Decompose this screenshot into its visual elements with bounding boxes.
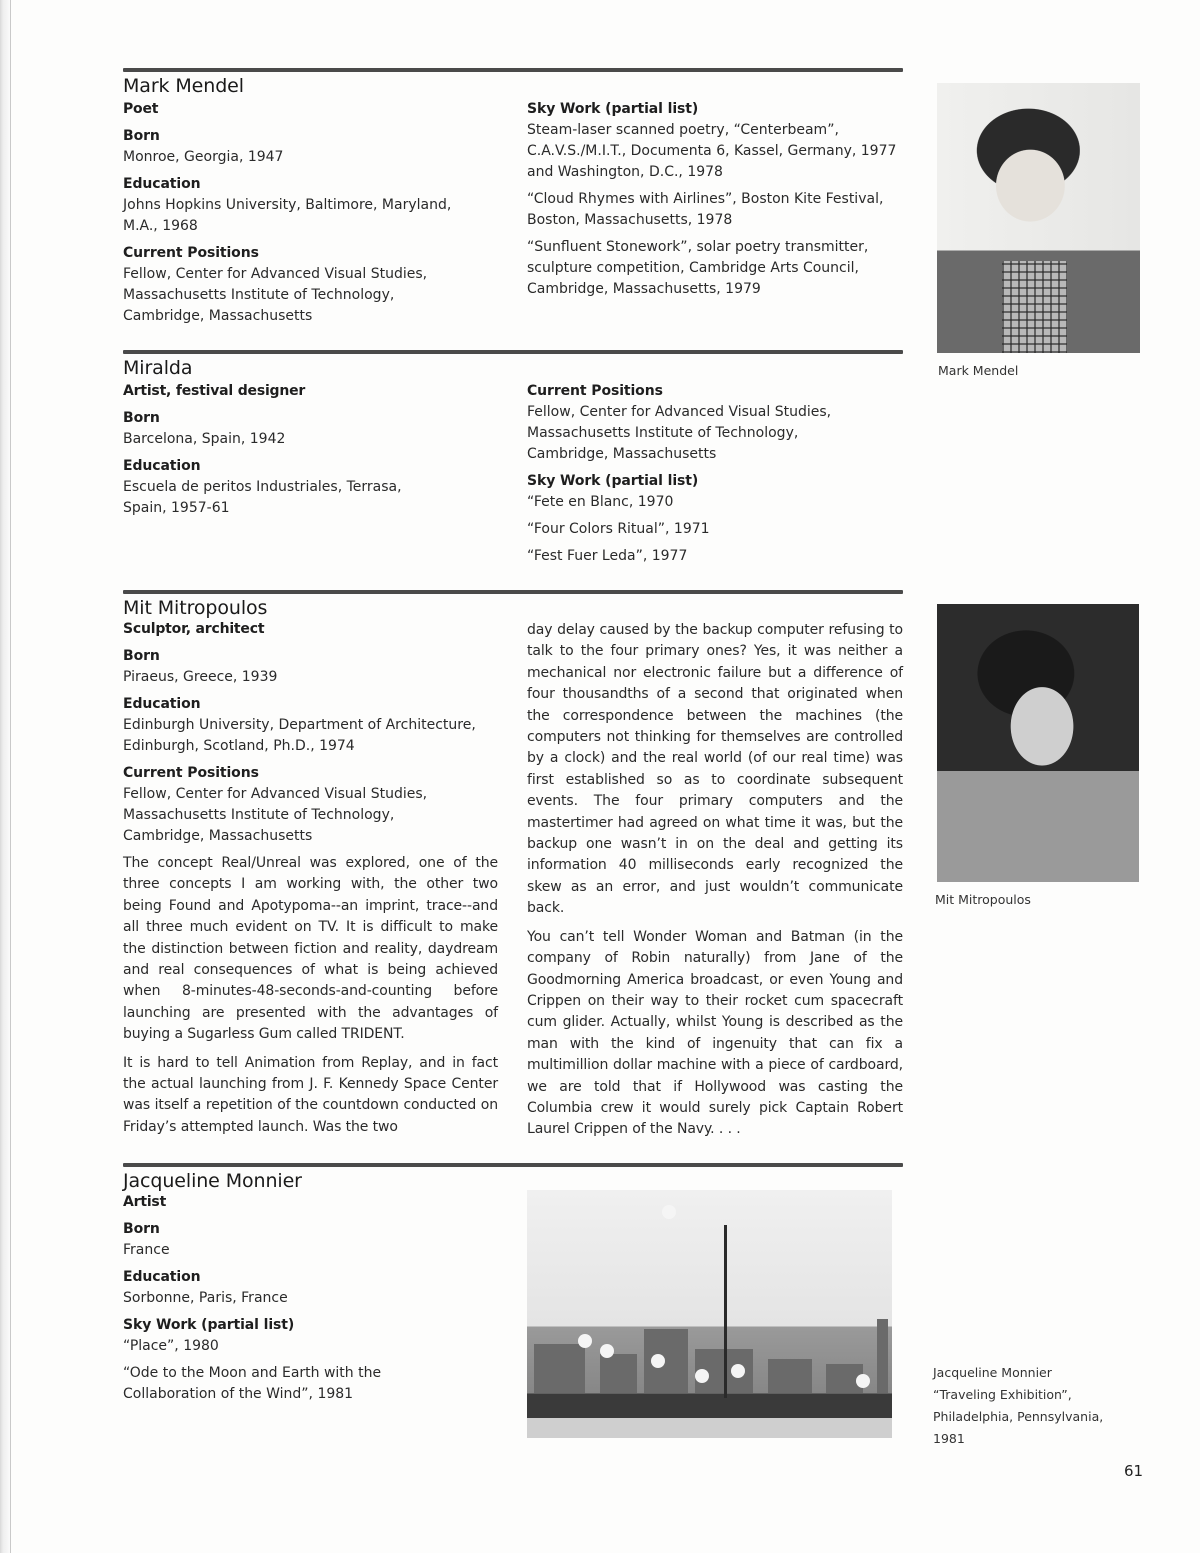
positions-line: Cambridge, Massachusetts [123,828,313,844]
positions-line: Fellow, Center for Advanced Visual Studies, [123,786,428,802]
positions-label: Current Positions [527,383,663,399]
skywork-item: “Four Colors Ritual”, 1971 [527,521,710,537]
born-value: Monroe, Georgia, 1947 [123,149,284,165]
positions-line: Fellow, Center for Advanced Visual Studies, [123,266,428,282]
bio-column [123,99,513,327]
education-value: Sorbonne, Paris, France [123,1290,288,1306]
skywork-label: Sky Work (partial list) [527,101,699,117]
artist-role: Poet [123,101,159,117]
education-label: Education [123,1269,201,1285]
positions-label: Current Positions [123,765,259,781]
bio-column [123,1192,513,1411]
skywork-item: Steam-laser scanned poetry, “Centerbeam”, C.A.V.S./M.I.T., Documenta 6, Kassel, Germany, 1977 and Washington, D.C., 1978 [527,122,897,180]
page-number: 61 [1124,1462,1144,1480]
skywork-item: “Fest Fuer Leda”, 1977 [527,548,688,564]
section-divider [123,590,903,594]
skywork-item: “Place”, 1980 [123,1338,219,1354]
portrait-photo-mit-mitropoulos [937,604,1139,882]
statement-paragraph: The concept Real/Unreal was explored, one of the three concepts I am working with, the other two being Found and Apotypoma--an imprint, trace--and all three much evident on TV. It is difficult to make the distinction between fiction and reality, daydream and real consequences of what is being achieved when 8-minutes-48-seconds-and-counting before launching are presented with the advantages of buying a Sugarless Gum called TRIDENT. [123,855,498,1043]
education-label: Education [123,696,201,712]
education-label: Education [123,458,201,474]
bio-column [123,619,498,1145]
positions-line: Massachusetts Institute of Technology, [123,287,395,303]
positions-line: Fellow, Center for Advanced Visual Studies, [527,404,832,420]
caption-line: Jacqueline Monnier [933,1365,1052,1380]
entry-mark-mendel [123,68,903,338]
caption-line: “Traveling Exhibition”, [933,1387,1072,1402]
born-label: Born [123,1221,160,1237]
born-value: France [123,1242,170,1258]
education-line: Escuela de peritos Industriales, Terrasa, [123,479,402,495]
artist-role: Sculptor, architect [123,621,265,637]
caption-line: 1981 [933,1431,965,1446]
artist-role: Artist [123,1194,167,1210]
education-line: Johns Hopkins University, Baltimore, Maryland, [123,197,452,213]
education-line: M.A., 1968 [123,218,198,234]
page-binding-edge [0,0,11,1553]
statement-paragraph: You can’t tell Wonder Woman and Batman (in the company of Robin naturally) from Jane of the Goodmorning America broadcast, or even Young and Crippen on their way to their rocket cum spacecraft cum glider. Actually, whilst Young is described as the man with the kind of ingenuity that can fix a multimillion dollar machine with a piece of cardboard, we are told that if Hollywood was casting the Columbia crew it would surely pick Captain Robert Laurel Crippen of the Navy. . . . [527,928,903,1138]
positions-line: Cambridge, Massachusetts [527,446,717,462]
positions-line: Massachusetts Institute of Technology, [123,807,395,823]
photo-caption: Mit Mitropoulos [935,892,1031,907]
artist-role: Artist, festival designer [123,383,306,399]
positions-skywork-column [527,381,903,573]
skywork-item: “Ode to the Moon and Earth with the Collaboration of the Wind”, 1981 [123,1365,382,1402]
photo-caption [933,1362,1103,1450]
education-line: Spain, 1957-61 [123,500,230,516]
skywork-item: “Fete en Blanc, 1970 [527,494,674,510]
entry-mit-mitropoulos [123,590,903,1150]
skywork-item: “Cloud Rhymes with Airlines”, Boston Kite Festival, Boston, Massachusetts, 1978 [527,191,884,228]
artist-name: Mark Mendel [123,75,244,97]
statement-paragraph: It is hard to tell Animation from Replay, and in fact the actual launching from J. F. Kennedy Space Center was itself a repetition of the countdown conducted on Friday’s attempted launch. Was the two [123,1054,498,1135]
born-label: Born [123,410,160,426]
bio-column [123,381,513,519]
positions-line: Cambridge, Massachusetts [123,308,313,324]
born-value: Barcelona, Spain, 1942 [123,431,286,447]
caption-line: Philadelphia, Pennsylvania, [933,1409,1104,1424]
section-divider [123,1163,903,1167]
born-label: Born [123,128,160,144]
artist-name: Mit Mitropoulos [123,597,268,619]
artist-name: Miralda [123,357,193,379]
artist-name: Jacqueline Monnier [123,1170,302,1192]
statement-paragraph: day delay caused by the backup computer refusing to talk to the four primary ones? Yes, it was neither a mechanical nor electronic failure but a difference of four thousandths of a second that originated when the correspondence between the machines (the computers not thinking for themselves are controlled by a clock) and the real world (of our real time) was first established so as to coordinate subsequent events. The four primary computers and the mastertimer had agreed on what time it was, but the backup one wasn’t in on the deal and getting its information 40 milliseconds early recognized the skew as an error, and just wouldn’t communicate back. [527,622,903,917]
education-label: Education [123,176,201,192]
education-line: Edinburgh University, Department of Architecture, [123,717,476,733]
portrait-photo-mark-mendel [937,83,1140,353]
photo-caption: Mark Mendel [938,363,1019,378]
event-photo-traveling-exhibition [527,1190,892,1438]
skywork-label: Sky Work (partial list) [123,1317,295,1333]
born-value: Piraeus, Greece, 1939 [123,669,278,685]
skywork-column [527,99,903,306]
positions-label: Current Positions [123,245,259,261]
section-divider [123,350,903,354]
born-label: Born [123,648,160,664]
skywork-item: “Sunfluent Stonework”, solar poetry transmitter, sculpture competition, Cambridge Arts Council, Cambridge, Massachusetts, 1979 [527,239,869,297]
entry-miralda [123,350,903,580]
positions-line: Massachusetts Institute of Technology, [527,425,799,441]
section-divider [123,68,903,72]
education-line: Edinburgh, Scotland, Ph.D., 1974 [123,738,355,754]
skywork-label: Sky Work (partial list) [527,473,699,489]
statement-column [527,620,903,1148]
